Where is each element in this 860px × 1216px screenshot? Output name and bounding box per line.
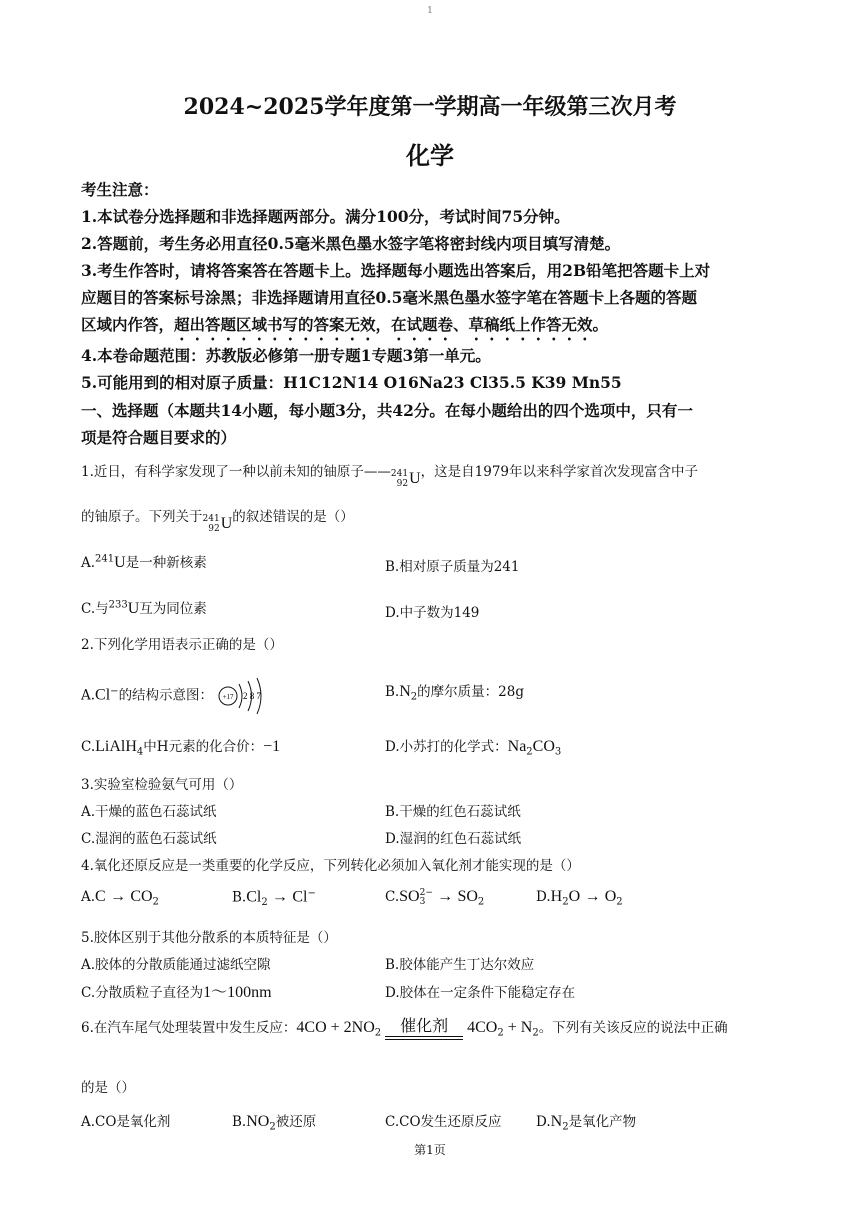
q6-option-c: C.CO发生还原反应 xyxy=(385,1114,502,1130)
mass-number: 241 xyxy=(202,514,220,524)
notice-item-2: 2.答题前，考生务必用直径0.5毫米黑色墨水签字笔将密封线内项目填写清楚。 xyxy=(81,234,621,253)
subscript: 2 xyxy=(562,1121,569,1133)
q6-option-d xyxy=(536,1110,636,1133)
product: Cl xyxy=(292,888,308,906)
question-4-stem: 4.氧化还原反应是一类重要的化学反应，下列转化必须加入氧化剂才能实现的是（） xyxy=(81,858,580,874)
page-mark: 1 xyxy=(427,6,433,16)
option-letter: B. xyxy=(232,889,247,906)
question-6-stem-line-2: 的是（） xyxy=(81,1080,135,1096)
ion-charge: − xyxy=(110,686,119,697)
product: SO xyxy=(457,888,478,905)
subscript: 2 xyxy=(562,896,569,908)
subscript: 2 xyxy=(497,1027,504,1039)
subscript: 2 xyxy=(269,1121,276,1133)
option-letter: C. xyxy=(385,889,400,905)
reactant: SO xyxy=(399,888,420,905)
option-letter: C. xyxy=(81,739,96,755)
q3-option-d: D.湿润的红色石蕊试纸 xyxy=(385,831,522,847)
section-heading-line-2: 项是符合题目要求的） xyxy=(81,428,237,447)
q5-option-a: A.胶体的分散质能通过滤纸空隙 xyxy=(81,957,271,973)
q4-option-a xyxy=(81,888,159,908)
q6-text-pre: 6.在汽车尾气处理装置中发生反应： xyxy=(81,1020,297,1036)
notice-text: 区域内作答， xyxy=(81,315,175,334)
q1-option-a xyxy=(81,551,207,572)
valence-value: −1 xyxy=(263,738,281,755)
subscript: 3 xyxy=(419,896,426,907)
element-symbol: U xyxy=(127,600,140,617)
atomic-number: 92 xyxy=(208,524,220,534)
mass-number: 241 xyxy=(390,469,409,479)
notice-item-3-line-1: 3.考生作答时，请将答案答在答题卡上。选择题每小题选出答案后，用2B铅笔把答题卡上对 xyxy=(81,261,711,280)
option-text: 中H元素的化合价： xyxy=(143,739,264,755)
exam-subject: 化学 xyxy=(406,141,454,170)
product: 4CO xyxy=(467,1019,498,1036)
subscript: 2 xyxy=(261,897,268,909)
option-text: D.小苏打的化学式： xyxy=(385,739,508,755)
atomic-number: 92 xyxy=(396,479,409,489)
arrow: → xyxy=(272,888,289,906)
formula: N xyxy=(399,683,411,700)
q3-option-a: A.干燥的蓝色石蕊试纸 xyxy=(81,804,217,820)
q1-line2-a: 的铀原子。下列关于 xyxy=(81,509,203,525)
q1-text-b: ，这是自1979年以来科学家首次发现富含中子 xyxy=(420,464,698,480)
subscript: 2 xyxy=(526,746,533,758)
uranium-241-symbol xyxy=(203,514,233,534)
section-heading-line-1: 一、选择题（本题共14小题，每小题3分，共42分。在每小题给出的四个选项中，只有一 xyxy=(81,401,693,420)
q5-option-c xyxy=(81,979,272,1002)
charge: 2− xyxy=(419,887,433,898)
notice-item-1: 1.本试卷分选择题和非选择题两部分。满分100分，考试时间75分钟。 xyxy=(81,207,570,226)
option-letter: A. xyxy=(81,555,96,571)
notice-text-end: 。 xyxy=(592,315,609,334)
notice-item-5: 5.可能用到的相对原子质量：H1C12N14 O16Na23 Cl35.5 K39 Mn55 xyxy=(81,373,622,392)
reactants: 4CO + 2NO xyxy=(296,1019,375,1036)
notice-item-3-line-2: 应题目的答案标号涂黑；非选择题请用直径0.5毫米黑色墨水签字笔在答题卡上各题的答题 xyxy=(81,288,697,307)
mass-number: 233 xyxy=(108,599,128,611)
arrow: → xyxy=(110,888,127,905)
question-1-stem-line-2 xyxy=(81,505,781,534)
subscript: 2 xyxy=(532,1027,539,1039)
product: + N xyxy=(503,1019,533,1036)
atom-structure-diagram xyxy=(217,676,273,716)
option-letter: A. xyxy=(81,687,96,704)
q1-text-a: 1.近日，有科学家发现了一种以前未知的铀原子—— xyxy=(81,464,391,480)
reactant: H xyxy=(550,888,563,905)
question-6-stem xyxy=(81,1016,781,1040)
question-5-stem: 5.胶体区别于其他分散系的本质特征是（） xyxy=(81,930,337,946)
q5-option-d: D.胶体在一定条件下能稳定存在 xyxy=(385,985,576,1001)
uranium-241-symbol xyxy=(391,469,421,489)
element-symbol: U xyxy=(114,554,126,571)
equals-lines xyxy=(385,1036,463,1040)
subscript: 2 xyxy=(152,896,159,908)
subscript: 2 xyxy=(374,1027,382,1039)
ion-symbol: Cl xyxy=(95,686,111,704)
subscript: 2 xyxy=(616,896,623,908)
notice-heading: 考生注意： xyxy=(81,180,159,199)
option-text: 被还原 xyxy=(275,1114,317,1130)
q1-option-c xyxy=(81,597,207,618)
exam-title: 2024~2025学年度第一学期高一年级第三次月考 xyxy=(183,94,677,120)
emphasized-text: 超出答题区域书写的答案无效，在试题卷、草稿纸上作答无效 xyxy=(174,315,593,334)
subscript: 3 xyxy=(554,746,562,758)
q4-option-d xyxy=(536,888,623,908)
q6-option-a: A.CO是氧化剂 xyxy=(81,1114,171,1130)
option-text: 是氧化产物 xyxy=(568,1114,637,1130)
q2-option-b xyxy=(385,680,524,703)
option-letter: D. xyxy=(536,1114,551,1130)
size-range: 1～100nm xyxy=(203,984,272,1001)
question-2-stem: 2.下列化学用语表示正确的是（） xyxy=(81,637,283,653)
element-symbol: U xyxy=(220,515,233,532)
q3-option-c: C.湿润的蓝色石蕊试纸 xyxy=(81,831,217,847)
shell-electrons: 2 8 7 xyxy=(243,691,262,701)
arrow: → xyxy=(437,888,454,905)
option-letter: B. xyxy=(232,1114,247,1130)
arrow: → xyxy=(584,888,601,905)
q6-option-b xyxy=(232,1110,316,1133)
formula: CO xyxy=(532,738,555,755)
q2-option-a xyxy=(81,676,273,716)
q4-option-b xyxy=(232,888,316,908)
q4-option-c xyxy=(385,888,484,908)
formula: NO xyxy=(246,1113,270,1130)
option-text: 的摩尔质量：28g xyxy=(417,684,524,700)
formula: N xyxy=(550,1113,563,1130)
question-3-stem: 3.实验室检验氨气可用（） xyxy=(81,777,243,793)
option-text: 的结构示意图： xyxy=(118,687,214,704)
formula: Na xyxy=(507,738,527,755)
q1-line2-b: 的叙述错误的是（） xyxy=(232,509,354,525)
charge: − xyxy=(307,888,316,899)
subscript: 2 xyxy=(477,896,485,908)
question-1-stem xyxy=(81,460,781,489)
formula: LiAlH xyxy=(95,738,137,755)
reactant: O xyxy=(568,888,581,905)
q3-option-b: B.干燥的红色石蕊试纸 xyxy=(385,804,521,820)
reaction-condition xyxy=(385,1015,463,1040)
option-text: 互为同位素 xyxy=(139,601,207,617)
q5-option-b: B.胶体能产生丁达尔效应 xyxy=(385,957,535,973)
q1-option-b: B.相对原子质量为241 xyxy=(385,559,520,575)
option-letter: B. xyxy=(385,684,400,700)
q2-option-d xyxy=(385,735,561,758)
subscript: 4 xyxy=(136,746,144,758)
q2-option-c xyxy=(81,735,280,758)
element-symbol: U xyxy=(409,470,421,487)
product: O xyxy=(604,888,617,905)
option-letter: A. xyxy=(81,889,96,905)
nucleus-label: +17 xyxy=(222,693,234,701)
reactant: C xyxy=(95,888,106,905)
notice-item-3-line-3 xyxy=(81,313,781,344)
notice-item-4: 4.本卷命题范围：苏教版必修第一册专题1专题3第一单元。 xyxy=(81,346,491,365)
option-text: 是一种新核素 xyxy=(125,555,207,571)
option-letter: D. xyxy=(536,889,551,905)
q6-text-post: 。下列有关该反应的说法中正确 xyxy=(538,1020,728,1036)
mass-number: 241 xyxy=(95,553,115,565)
option-letter: C.与 xyxy=(81,601,109,617)
q1-option-d: D.中子数为149 xyxy=(385,605,480,621)
catalyst-label: 催化剂 xyxy=(400,1015,449,1035)
product: CO xyxy=(130,888,153,905)
page-number: 第1页 xyxy=(414,1143,446,1157)
option-text: C.分散质粒子直径为 xyxy=(81,985,204,1001)
reactant: Cl xyxy=(246,888,262,906)
subscript: 2 xyxy=(410,691,418,703)
